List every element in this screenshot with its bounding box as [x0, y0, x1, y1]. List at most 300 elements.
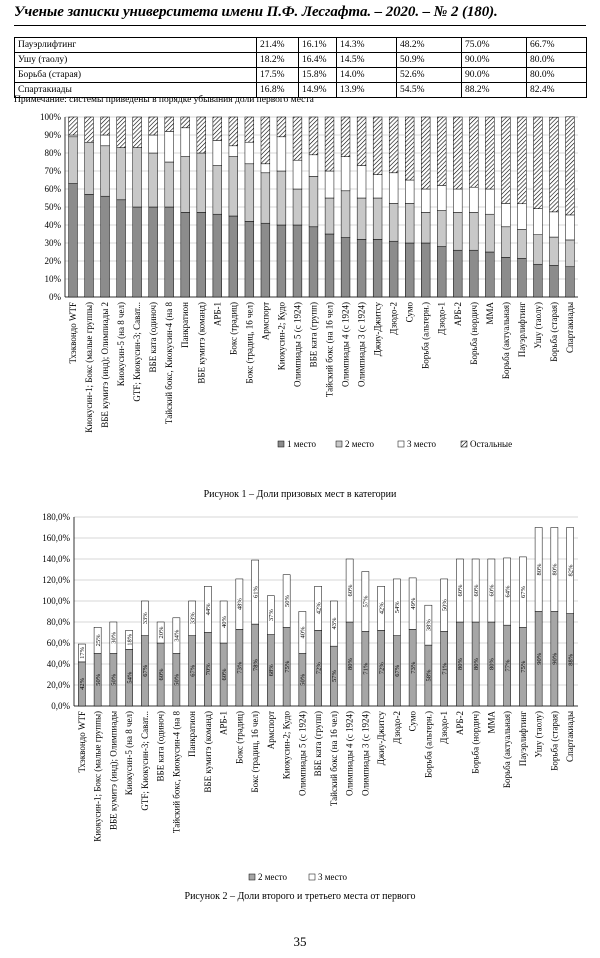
y-tick-label: 160,0%	[42, 533, 70, 543]
legend-label: 3 место	[318, 872, 347, 882]
bar-others	[389, 117, 398, 173]
legend-swatch	[336, 441, 342, 447]
data-label: 90%	[551, 652, 559, 665]
bar-3rd-place	[293, 160, 302, 189]
figure1-chart	[0, 110, 600, 490]
bar-1st-place	[309, 227, 318, 297]
bar-3rd-place	[373, 175, 382, 198]
bar-others	[149, 117, 158, 135]
x-tick-label: Киокусин-2; Кудо	[281, 711, 292, 780]
x-tick-label: Спартакиады	[565, 711, 576, 763]
bar-1st-place	[501, 257, 510, 297]
data-label: 60%	[157, 668, 165, 681]
legend-swatch	[278, 441, 284, 447]
bar-1st-place	[341, 238, 350, 297]
x-tick-label: Борьба (альтерн.)	[420, 302, 431, 369]
x-tick-label: Тайский бокс (на 16 чел)	[324, 302, 335, 398]
bar-3rd-place	[261, 164, 270, 173]
table-cell: 17.5%	[257, 68, 299, 83]
x-tick-label: Олимпиады 3 (с 1924)	[360, 711, 371, 796]
bar-1st-place	[421, 243, 430, 297]
page-number: 35	[293, 934, 307, 949]
legend-label: 2 место	[345, 439, 374, 449]
data-label: 77%	[504, 659, 512, 672]
bar-2nd-place	[485, 214, 494, 252]
bar-2nd-place	[550, 237, 559, 265]
x-tick-label: Спартакиады	[564, 302, 575, 354]
bar-3rd-place	[357, 166, 366, 198]
data-label: 18%	[126, 633, 134, 646]
bar-others	[309, 117, 318, 155]
bar-3rd-place	[405, 180, 414, 203]
legend-label: 2 место	[258, 872, 287, 882]
data-label: 42%	[378, 602, 386, 615]
x-tick-label: Киокусин-2; Кудо	[276, 302, 287, 371]
table-cell: 18.2%	[257, 53, 299, 68]
x-tick-label: Борьба (актуальная)	[502, 711, 513, 789]
y-tick-label: 120,0%	[42, 575, 70, 585]
bar-others	[101, 117, 110, 135]
bar-3rd-place	[550, 212, 559, 237]
data-label: 80%	[457, 658, 465, 670]
data-label: 60%	[220, 668, 228, 681]
bar-3rd-place	[566, 215, 575, 240]
data-label: 72%	[378, 662, 386, 675]
table-cell: 50.9%	[397, 53, 462, 68]
bar-1st-place	[277, 225, 286, 297]
data-label: 25%	[94, 634, 102, 647]
table-cell: 16.4%	[299, 53, 337, 68]
x-tick-label: Бокс (традиц)	[228, 302, 239, 355]
data-label: 80%	[346, 658, 354, 670]
table-row-label: Пауэрлифтинг	[15, 38, 257, 53]
legend-label: 3 место	[407, 439, 436, 449]
bar-2nd-place	[389, 203, 398, 241]
table-row-label: Спартакиады	[15, 83, 257, 98]
figure2-chart	[0, 512, 600, 897]
y-tick-label: 60%	[44, 184, 61, 194]
journal-header: Ученые записки университета имени П.Ф. Лесгафта. – 2020. – № 2 (180).	[14, 4, 498, 20]
bar-others	[229, 117, 238, 146]
x-tick-label: Пауэрлифтинг	[517, 711, 528, 767]
bar-others	[453, 117, 462, 189]
y-tick-label: 140,0%	[42, 554, 70, 564]
bar-2nd-place	[69, 137, 78, 184]
data-label: 73%	[236, 661, 244, 674]
bar-others	[117, 117, 126, 148]
bar-3rd-place	[229, 146, 238, 157]
y-tick-label: 20,0%	[46, 680, 70, 690]
legend-label: 1 место	[287, 439, 316, 449]
x-tick-label: Джиу-Джитсу	[372, 302, 383, 357]
x-tick-label: Тхэквондо WTF	[68, 302, 79, 364]
bar-1st-place	[405, 243, 414, 297]
x-tick-label: Борьба (нордич)	[468, 302, 479, 365]
bar-2nd-place	[229, 157, 238, 216]
data-label: 71%	[362, 662, 370, 675]
data-label: 88%	[567, 653, 575, 666]
bar-1st-place	[165, 207, 174, 297]
bar-2nd-place	[213, 166, 222, 215]
data-label: 33%	[142, 612, 150, 625]
y-tick-label: 0,0%	[51, 701, 70, 711]
data-label: 42%	[315, 602, 323, 615]
data-label: 67%	[189, 664, 197, 677]
y-tick-label: 40,0%	[46, 659, 70, 669]
x-tick-label: Дзюдо-2	[388, 302, 399, 335]
x-tick-label: Бокс (традиц)	[234, 711, 245, 764]
y-tick-label: 90%	[44, 130, 61, 140]
table-cell: 14.9%	[299, 83, 337, 98]
bar-2nd-place	[566, 240, 575, 267]
data-label: 48%	[236, 598, 244, 611]
x-tick-label: Борьба (альтерн.)	[423, 711, 434, 778]
x-tick-label: Панкратион	[187, 711, 198, 758]
bar-2nd-place	[101, 146, 110, 196]
bar-3rd-place	[181, 128, 190, 157]
bar-others	[341, 117, 350, 157]
bar-1st-place	[229, 216, 238, 297]
bar-others	[566, 117, 575, 215]
bar-others	[197, 117, 206, 153]
bar-3rd-place	[213, 140, 222, 165]
x-tick-label: Олимпиады 4 (с 1924)	[340, 302, 351, 387]
x-tick-label: ВБЕ кумитэ (команд)	[196, 302, 207, 384]
bar-1st-place	[117, 200, 126, 297]
bar-2nd-place	[165, 162, 174, 207]
x-tick-label: Олимпиады 5 (с 1924)	[297, 711, 308, 796]
data-label: 50%	[283, 595, 291, 607]
x-tick-label: Борьба (старая)	[548, 302, 559, 362]
bar-2nd-place	[133, 148, 142, 207]
table-cell: 16.1%	[299, 38, 337, 53]
x-tick-label: Борьба (актуальная)	[500, 302, 511, 380]
bar-2nd-place	[309, 176, 318, 226]
y-tick-label: 80%	[44, 148, 61, 158]
data-label: 68%	[268, 664, 276, 677]
data-label: 43%	[331, 617, 339, 630]
data-label: 78%	[252, 659, 260, 672]
bar-2nd-place	[117, 148, 126, 200]
data-label: 75%	[520, 660, 528, 673]
y-tick-label: 80,0%	[46, 617, 70, 627]
bar-2nd-place	[149, 153, 158, 207]
bar-3rd-place	[309, 155, 318, 177]
table-cell: 14.0%	[337, 68, 397, 83]
data-label: 60%	[472, 584, 480, 597]
bar-2nd-place	[197, 153, 206, 212]
bar-others	[293, 117, 302, 160]
bar-1st-place	[101, 196, 110, 297]
x-tick-label: Армспорт	[265, 711, 276, 750]
bar-1st-place	[69, 184, 78, 297]
data-label: 57%	[362, 595, 370, 608]
summary-table	[14, 37, 587, 98]
data-label: 80%	[472, 658, 480, 670]
data-label: 90%	[535, 652, 543, 665]
bar-others	[469, 117, 478, 187]
table-cell: 52.6%	[397, 68, 462, 83]
table-cell: 14.5%	[337, 53, 397, 68]
y-tick-label: 0%	[49, 292, 61, 302]
data-label: 82%	[567, 564, 575, 577]
x-tick-label: Киокусин-5 (на 8 чел)	[116, 302, 127, 387]
bar-others	[133, 117, 142, 148]
data-label: 64%	[504, 585, 512, 598]
x-tick-label: Ушу (таолу)	[533, 711, 544, 758]
x-tick-label: Тайский бокс, Киокусин-4 (на 8	[171, 711, 182, 834]
figure2-caption: Рисунок 2 – Доли второго и третьего места от первого	[184, 891, 416, 902]
data-label: 42%	[79, 677, 87, 690]
bar-others	[261, 117, 270, 164]
data-label: 67%	[142, 664, 150, 677]
bar-2nd-place	[501, 227, 510, 258]
data-label: 72%	[315, 662, 323, 675]
table-cell: 82.4%	[527, 83, 587, 98]
x-tick-label: Ушу (таолу)	[532, 302, 543, 349]
data-label: 54%	[126, 671, 134, 684]
bar-2nd-place	[341, 191, 350, 238]
x-tick-label: ВБЕ кумитэ (инд); Олимпиады 2	[100, 302, 111, 428]
figure1-caption: Рисунок 1 – Доли призовых мест в категории	[203, 489, 397, 500]
x-tick-label: Сумо	[407, 711, 418, 732]
y-tick-label: 40%	[44, 220, 61, 230]
table-cell: 14.3%	[337, 38, 397, 53]
bar-3rd-place	[69, 135, 78, 137]
bar-2nd-place	[245, 164, 254, 222]
x-tick-label: Олимпиады 4 (с 1924)	[344, 711, 355, 796]
bar-1st-place	[373, 239, 382, 297]
x-tick-label: Борьба (нордич)	[470, 711, 481, 774]
data-label: 37%	[268, 609, 276, 622]
table-cell: 88.2%	[462, 83, 527, 98]
bar-3rd-place	[501, 203, 510, 226]
data-label: 67%	[394, 664, 402, 677]
bar-others	[165, 117, 174, 131]
bar-2nd-place	[373, 198, 382, 239]
y-tick-label: 50%	[44, 202, 61, 212]
bar-others	[85, 117, 94, 142]
legend-swatch	[398, 441, 404, 447]
data-label: 60%	[346, 584, 354, 597]
bar-others	[517, 117, 526, 204]
data-label: 34%	[173, 629, 181, 642]
x-tick-label: ММА	[484, 302, 495, 325]
x-tick-label: ВБЕ ката (одиноч)	[148, 302, 159, 373]
bar-1st-place	[213, 214, 222, 297]
bar-3rd-place	[277, 137, 286, 171]
y-tick-label: 100,0%	[42, 596, 70, 606]
bar-1st-place	[566, 267, 575, 297]
bar-1st-place	[550, 266, 559, 298]
data-label: 17%	[79, 647, 87, 659]
bar-3rd-place	[149, 135, 158, 153]
x-tick-label: Киокусин-1; Бокс (малые группы)	[92, 711, 103, 842]
bar-2nd-place	[453, 212, 462, 250]
bar-1st-place	[181, 212, 190, 297]
data-label: 80%	[488, 658, 496, 670]
bar-3rd-place	[534, 209, 543, 235]
data-label: 60%	[457, 584, 465, 597]
bar-1st-place	[437, 247, 446, 297]
table-row-label: Борьба (старая)	[15, 68, 257, 83]
y-tick-label: 70%	[44, 166, 61, 176]
data-label: 60%	[488, 584, 496, 597]
legend-swatch	[249, 874, 255, 880]
x-tick-label: Дзюдо-1	[439, 711, 450, 744]
data-label: 67%	[520, 586, 528, 599]
bar-3rd-place	[389, 173, 398, 204]
x-tick-label: АРБ-2	[454, 711, 465, 736]
bar-1st-place	[453, 250, 462, 297]
data-label: 50%	[94, 673, 102, 686]
bar-others	[437, 117, 446, 185]
bar-3rd-place	[453, 189, 462, 212]
x-tick-label: Джиу-Джитсу	[376, 711, 387, 766]
bar-others	[245, 117, 254, 142]
header-rule	[14, 25, 586, 26]
data-label: 44%	[205, 603, 213, 616]
bar-2nd-place	[405, 203, 414, 243]
legend-swatch	[309, 874, 315, 880]
table-cell: 90.0%	[462, 53, 527, 68]
x-tick-label: АРБ-1	[212, 302, 223, 327]
bar-2nd-place	[437, 211, 446, 247]
data-label: 50%	[299, 673, 307, 686]
table-cell: 54.5%	[397, 83, 462, 98]
bar-2nd-place	[261, 173, 270, 223]
table-cell: 15.8%	[299, 68, 337, 83]
data-label: 70%	[205, 663, 213, 676]
table-note: Примечание: системы приведены в порядке убывания доли первого места	[14, 95, 314, 105]
bar-2nd-place	[534, 235, 543, 265]
bar-3rd-place	[421, 189, 430, 212]
data-label: 80%	[535, 563, 543, 576]
data-label: 33%	[189, 612, 197, 625]
x-tick-label: ВБЕ кумитэ (команд)	[202, 711, 213, 793]
table-cell: 90.0%	[462, 68, 527, 83]
x-tick-label: ММА	[486, 711, 497, 734]
x-tick-label: Олимпиады 3 (с 1924)	[356, 302, 367, 387]
bar-3rd-place	[165, 131, 174, 162]
data-label: 54%	[394, 601, 402, 614]
bar-3rd-place	[437, 185, 446, 210]
bar-1st-place	[261, 223, 270, 297]
data-label: 20%	[157, 626, 165, 639]
data-label: 58%	[425, 669, 433, 682]
data-label: 30%	[110, 631, 118, 644]
bar-3rd-place	[485, 189, 494, 214]
bar-others	[181, 117, 190, 128]
data-label: 73%	[409, 661, 417, 674]
bar-2nd-place	[517, 230, 526, 259]
data-label: 57%	[331, 670, 339, 683]
legend-label: Остальные	[470, 439, 513, 449]
bar-1st-place	[469, 250, 478, 297]
x-tick-label: ВБЕ ката (групп)	[313, 711, 324, 777]
x-tick-label: Бокс (традиц, 16 чел)	[244, 302, 255, 384]
bar-2nd-place	[469, 212, 478, 250]
bar-2nd-place	[85, 142, 94, 194]
table-cell: 16.8%	[257, 83, 299, 98]
bar-others	[405, 117, 414, 180]
x-tick-label: ВБЕ ката (одиноч)	[155, 711, 166, 782]
x-tick-label: Дзюдо-2	[391, 711, 402, 744]
x-tick-label: Тайский бокс (на 16 чел)	[328, 711, 339, 807]
y-tick-label: 100%	[40, 112, 61, 122]
legend-swatch	[461, 441, 467, 447]
table-cell: 48.2%	[397, 38, 462, 53]
x-tick-label: ВБЕ ката (групп)	[308, 302, 319, 368]
bar-1st-place	[534, 264, 543, 297]
x-tick-label: Борьба (старая)	[549, 711, 560, 771]
bar-1st-place	[133, 207, 142, 297]
x-tick-label: GTF; Киокусин-3; Сават...	[132, 302, 143, 402]
bar-3rd-place	[101, 135, 110, 146]
y-tick-label: 60,0%	[46, 638, 70, 648]
table-row	[15, 53, 587, 68]
data-label: 71%	[441, 662, 449, 675]
x-tick-label: Пауэрлифтинг	[516, 302, 527, 358]
x-tick-label: Сумо	[404, 302, 415, 323]
bar-1st-place	[517, 258, 526, 297]
table-cell: 21.4%	[257, 38, 299, 53]
x-tick-label: ВБЕ кумитэ (инд); Олимпиады	[108, 711, 119, 831]
bar-3rd-place	[469, 187, 478, 212]
bar-1st-place	[293, 225, 302, 297]
bar-1st-place	[149, 207, 158, 297]
x-tick-label: Киокусин-1; Бокс (малые группы)	[84, 302, 95, 433]
y-tick-label: 30%	[44, 238, 61, 248]
bar-3rd-place	[325, 171, 334, 198]
bar-2nd-place	[421, 212, 430, 243]
bar-1st-place	[325, 234, 334, 297]
bar-1st-place	[245, 221, 254, 297]
table-row-label: Ушу (таолу)	[15, 53, 257, 68]
bar-others	[277, 117, 286, 137]
data-label: 75%	[283, 660, 291, 673]
data-label: 50%	[110, 673, 118, 686]
table-row	[15, 38, 587, 53]
x-tick-label: Дзюдо-1	[436, 302, 447, 335]
x-tick-label: Армспорт	[260, 302, 271, 341]
bar-2nd-place	[293, 189, 302, 225]
bar-others	[357, 117, 366, 166]
bar-others	[501, 117, 510, 203]
table-cell: 66.7%	[527, 38, 587, 53]
x-tick-label: АРБ-2	[452, 302, 463, 327]
y-tick-label: 20%	[44, 256, 61, 266]
bar-others	[485, 117, 494, 189]
x-tick-label: АРБ-1	[218, 711, 229, 736]
bar-3rd-place	[245, 142, 254, 164]
bar-2nd-place	[357, 198, 366, 239]
x-tick-label: Тайский бокс, Киокусин-4 (на 8	[164, 302, 175, 425]
table-cell: 80.0%	[527, 68, 587, 83]
bar-1st-place	[389, 241, 398, 297]
data-label: 38%	[425, 619, 433, 632]
bar-others	[69, 117, 78, 135]
data-label: 61%	[252, 586, 260, 599]
x-tick-label: GTF; Киокусин-3; Сават...	[139, 711, 150, 811]
x-tick-label: Киокусин-5 (на 8 чел)	[124, 711, 135, 796]
bar-3rd-place	[517, 204, 526, 230]
data-label: 40%	[220, 616, 228, 628]
data-label: 40%	[299, 626, 307, 639]
table-cell: 75.0%	[462, 38, 527, 53]
bar-others	[534, 117, 543, 209]
bar-2nd-place	[277, 171, 286, 225]
